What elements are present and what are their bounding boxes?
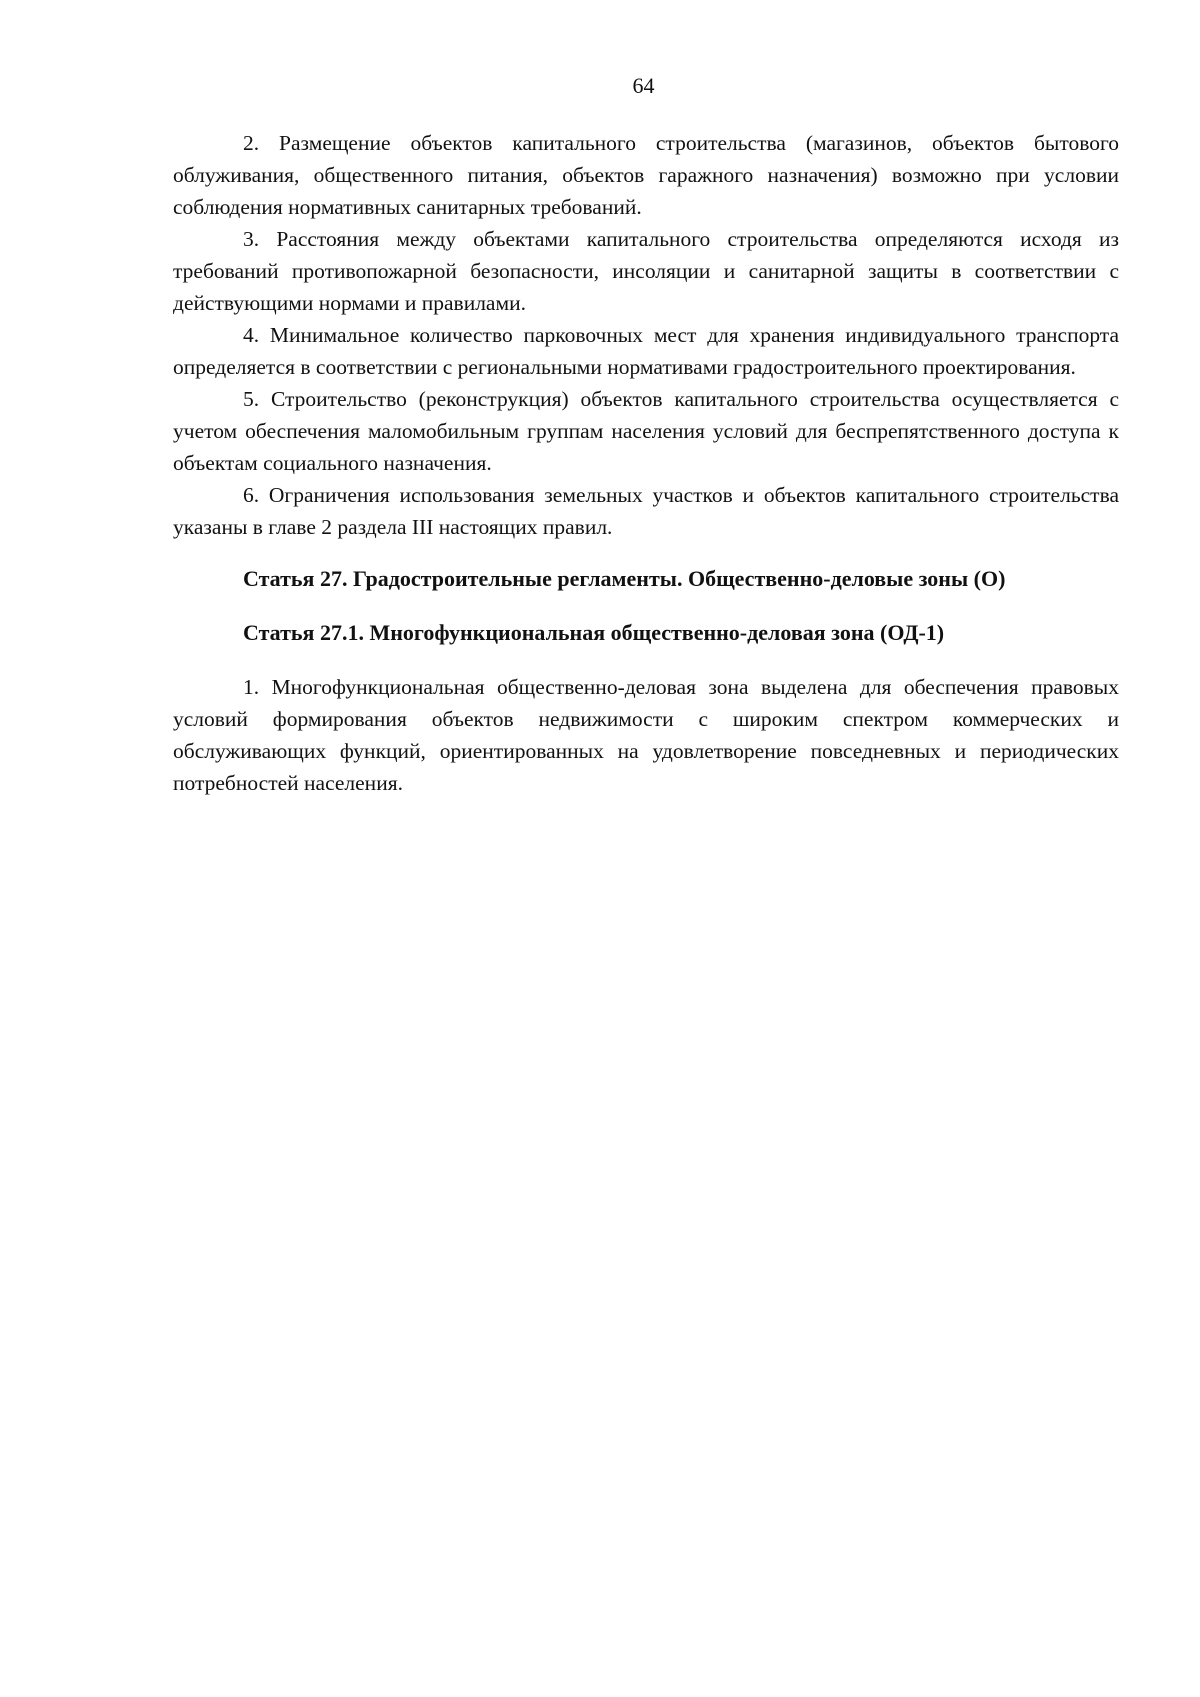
page-number: 64 xyxy=(632,73,655,98)
page-content xyxy=(173,127,1119,799)
paragraph-6: 6. Ограничения использования земельных участков и объектов капитального строительства указаны в главе 2 раздела III настоящих правил. xyxy=(173,483,1119,539)
article-27-heading: Статья 27. Градостроительные регламенты. Общественно-деловые зоны (О) xyxy=(243,566,1006,591)
paragraph-4: 4. Минимальное количество парковочных мест для хранения индивидуального транспорта определяется в соответствии с региональными нормативами градостроительного проектирования. xyxy=(173,323,1119,379)
paragraph-3: 3. Расстояния между объектами капитального строительства определяются исходя из требований противопожарной безопасности, инсоляции и санитарной защиты в соответствии с действующими нормами и правилами. xyxy=(173,227,1119,315)
paragraph-5: 5. Строительство (реконструкция) объектов капитального строительства осуществляется с учетом обеспечения маломобильным группам населения условий для беспрепятственного доступа к объектам социального назначения. xyxy=(173,387,1119,475)
article-27-1-heading: Статья 27.1. Многофункциональная общественно-деловая зона (ОД-1) xyxy=(243,620,945,645)
article-27-1-paragraph-1: 1. Многофункциональная общественно-деловая зона выделена для обеспечения правовых условий формирования объектов недвижимости с широким спектром коммерческих и обслуживающих функций, ориентированных на удовлетворение повседневных и периодических потребностей населения. xyxy=(173,675,1119,795)
paragraph-2: 2. Размещение объектов капитального строительства (магазинов, объектов бытового облуживания, общественного питания, объектов гаражного назначения) возможно при условии соблюдения нормативных санитарных требований. xyxy=(173,131,1119,219)
